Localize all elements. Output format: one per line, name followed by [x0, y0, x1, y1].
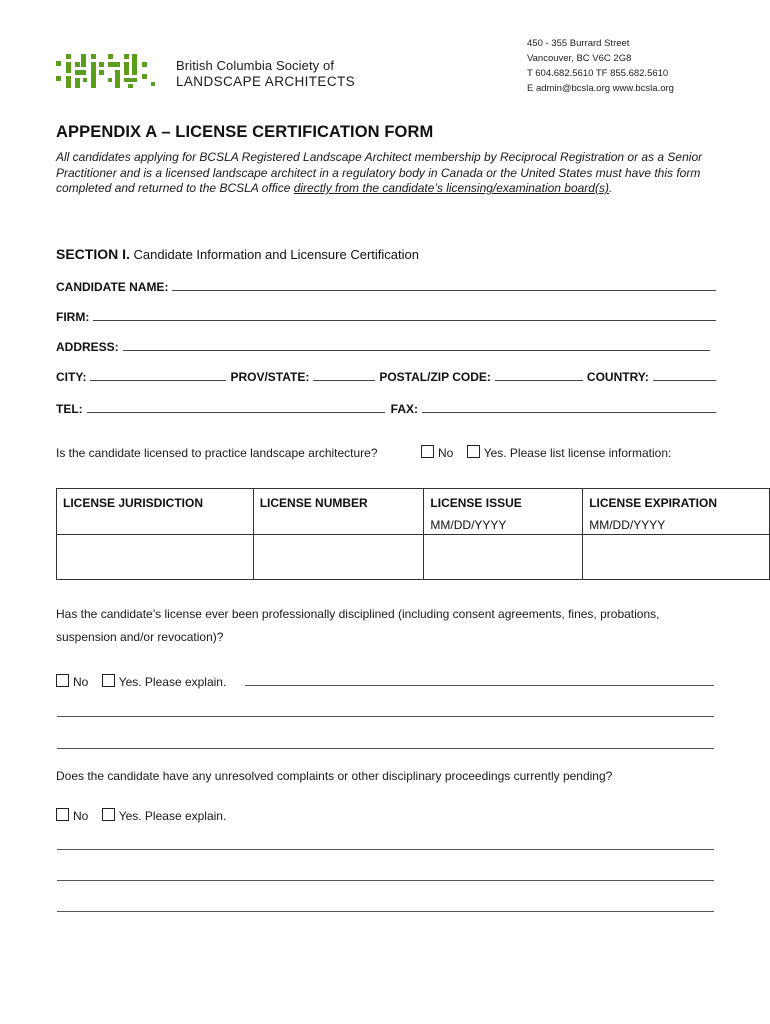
license-expiration-cell[interactable]: [583, 535, 770, 580]
table-row: [57, 535, 770, 580]
intro-underlined: directly from the candidate’s licensing/examination board(s): [293, 181, 609, 195]
complaints-no-label: No: [73, 809, 89, 823]
section-heading: [56, 246, 419, 262]
disciplined-explain-line-1[interactable]: [245, 685, 714, 686]
disciplined-options: [56, 674, 226, 689]
bcsla-logo: [56, 50, 356, 94]
city-field[interactable]: [90, 370, 226, 381]
intro-paragraph: [56, 150, 736, 197]
firm-label: FIRM:: [56, 310, 90, 324]
header-license-number-label: LICENSE NUMBER: [259, 496, 368, 510]
phone-line: T 604.682.5610 TF 855.682.5610: [527, 68, 669, 79]
header-license-number: [253, 489, 424, 535]
section-number: SECTION I.: [56, 246, 130, 262]
header-jurisdiction-label: LICENSE JURISDICTION: [63, 496, 204, 510]
jurisdiction-cell[interactable]: [57, 535, 254, 580]
license-table: [56, 488, 770, 580]
candidate-name-label: CANDIDATE NAME:: [56, 280, 169, 294]
table-header-row: [57, 489, 770, 535]
fax-label: FAX:: [390, 402, 419, 416]
country-field[interactable]: [653, 370, 716, 381]
licensed-yes-checkbox[interactable]: [467, 445, 480, 458]
tel-field[interactable]: [87, 402, 385, 413]
complaints-explain-line-2[interactable]: [57, 880, 714, 881]
prov-state-field[interactable]: [313, 370, 375, 381]
bcsla-logo-mark-icon: [56, 52, 172, 90]
header-license-issue-format: MM/DD/YYYY: [430, 518, 507, 532]
disciplined-yes-label: Yes. Please explain.: [118, 675, 227, 689]
page-title: APPENDIX A – LICENSE CERTIFICATION FORM: [56, 123, 434, 141]
disciplined-explain-line-3[interactable]: [57, 748, 714, 749]
postal-label: POSTAL/ZIP CODE:: [379, 370, 491, 384]
org-name-line2: LANDSCAPE ARCHITECTS: [176, 74, 356, 89]
address-row: [56, 338, 714, 354]
complaints-yes-checkbox[interactable]: [102, 808, 115, 821]
country-label: COUNTRY:: [586, 370, 649, 384]
complaints-no-checkbox[interactable]: [56, 808, 69, 821]
disciplined-no-checkbox[interactable]: [56, 674, 69, 687]
postal-field[interactable]: [495, 370, 583, 381]
header-license-expiration-format: MM/DD/YYYY: [589, 518, 666, 532]
disciplined-no-label: No: [73, 675, 89, 689]
complaints-explain-line-3[interactable]: [57, 911, 714, 912]
disciplined-question-line2: suspension and/or revocation)?: [56, 630, 224, 644]
licensed-question: Is the candidate licensed to practice landscape architecture?: [56, 446, 378, 460]
org-name-line1: British Columbia Society of: [176, 58, 335, 73]
header-license-expiration: [583, 489, 770, 535]
disciplined-question-line1: Has the candidate’s license ever been professionally disciplined (including consent agreements, fines, probations,: [56, 607, 660, 621]
header-jurisdiction: [57, 489, 254, 535]
header-license-issue: [424, 489, 583, 535]
license-number-cell[interactable]: [253, 535, 424, 580]
candidate-name-field[interactable]: [172, 280, 716, 291]
licensed-yes-label: Yes. Please list license information:: [483, 446, 672, 460]
address-line1: 450 - 355 Burrard Street: [527, 38, 630, 49]
tel-label: TEL:: [56, 402, 83, 416]
org-name: [176, 58, 355, 90]
complaints-question: Does the candidate have any unresolved complaints or other disciplinary proceedings currently pending?: [56, 769, 613, 783]
header-license-issue-label: LICENSE ISSUE: [430, 496, 522, 510]
firm-row: [56, 308, 720, 324]
licensed-no-label: No: [438, 446, 454, 460]
disciplined-explain-line-2[interactable]: [57, 716, 714, 717]
intro-text: All candidates applying for BCSLA Registered Landscape Architect membership by Reciprocal Registration or as a Senior Practitioner and is a licensed landscape architect in a regulatory body in Canada or the United States must have this form completed and returned to the BCSLA office: [56, 150, 703, 195]
prov-state-label: PROV/STATE:: [230, 370, 310, 384]
header-license-expiration-label: LICENSE EXPIRATION: [589, 496, 718, 510]
contact-block: [527, 36, 674, 96]
email-web-line: E admin@bcsla.org www.bcsla.org: [527, 83, 674, 94]
disciplined-yes-checkbox[interactable]: [102, 674, 115, 687]
firm-field[interactable]: [93, 310, 716, 321]
licensed-options: [421, 445, 671, 460]
fax-field[interactable]: [422, 402, 716, 413]
license-issue-cell[interactable]: [424, 535, 583, 580]
intro-end: .: [608, 181, 613, 195]
complaints-options: [56, 808, 226, 823]
candidate-name-row: [56, 278, 720, 294]
address-line2: Vancouver, BC V6C 2G8: [527, 53, 632, 64]
complaints-explain-line-1[interactable]: [57, 849, 714, 850]
complaints-yes-label: Yes. Please explain.: [118, 809, 227, 823]
section-title: Candidate Information and Licensure Certification: [133, 247, 419, 262]
licensed-no-checkbox[interactable]: [421, 445, 434, 458]
city-label: CITY:: [56, 370, 87, 384]
tel-row: [56, 400, 720, 416]
address-label: ADDRESS:: [56, 340, 119, 354]
address-field[interactable]: [123, 340, 710, 351]
city-row: [56, 368, 720, 384]
